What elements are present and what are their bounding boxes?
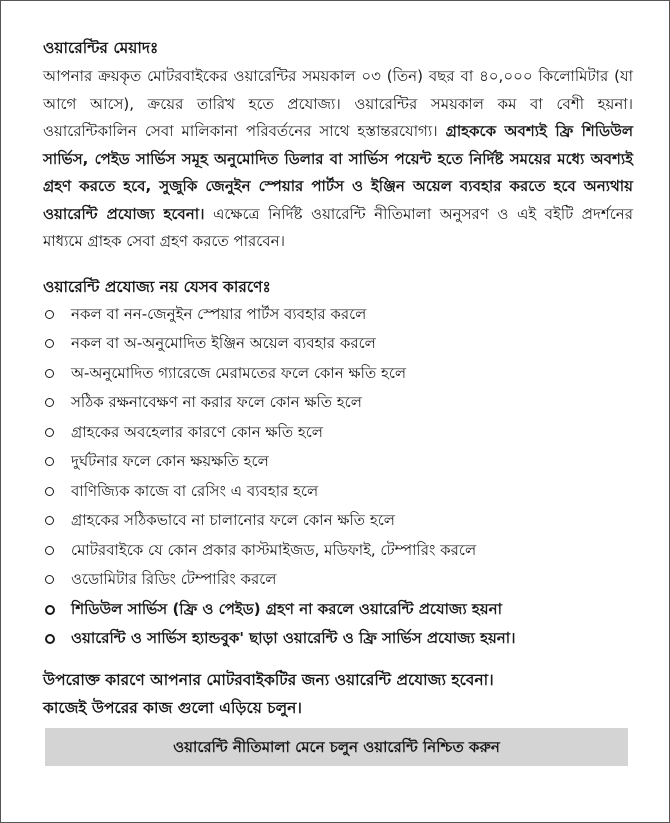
circle-bullet-icon	[45, 575, 54, 584]
circle-bullet-icon	[45, 634, 55, 644]
document-content	[43, 37, 633, 722]
list-item-text: ওডোমিটার রিডিং টেম্পারিং করলে	[71, 570, 277, 588]
circle-bullet-icon	[45, 516, 54, 525]
warranty-period-text-2: এক্ষেত্রে নির্দিষ্ট ওয়ারেন্টি নীতিমালা অনুসরণ ও এই বইটি প্রদর্শনের মাধ্যমে গ্রাহক সেবা গ্রহণ করতে পারবেন।	[43, 204, 633, 250]
list-item-text: ওয়ারেন্টি ও সার্ভিস হ্যান্ডবুক' ছাড়া ওয়ারেন্টি ও ফ্রি সার্ভিস প্রযোজ্য হয়না।	[71, 629, 516, 647]
warranty-period-text-1: আপনার ক্রয়কৃত মোটরবাইকের ওয়ারেন্টির সময়কাল ০৩ (তিন) বছর বা ৪০,০০০ কিলোমিটার (যা আগে আসে), ক্রয়ের তারিখ হতে প্রযোজ্য। ওয়ারেন্টির সময়কাল কম বা বেশী হয়না। ওয়ারেন্টিকালিন সেবা মালিকানা পরিবর্তনের সাথে হস্তান্তরযোগ্য।	[43, 67, 633, 140]
footer-banner: ওয়ারেন্টি নীতিমালা মেনে চলুন ওয়ারেন্টি নিশ্চিত করুন	[45, 728, 628, 766]
circle-bullet-icon	[45, 605, 55, 615]
list-item	[43, 418, 633, 448]
list-item	[43, 477, 633, 507]
list-item	[43, 565, 633, 595]
list-item	[43, 506, 633, 536]
circle-bullet-icon	[45, 339, 54, 348]
circle-bullet-icon	[45, 398, 54, 407]
exclusions-list	[43, 300, 633, 654]
warranty-period-heading: ওয়ারেন্টির মেয়াদঃ	[43, 39, 159, 57]
list-item-text: নকল বা নন-জেনুইন স্পেয়ার পার্টস ব্যবহার করলে	[71, 304, 367, 323]
circle-bullet-icon	[45, 369, 54, 378]
list-item	[43, 329, 633, 359]
circle-bullet-icon	[45, 546, 54, 555]
warranty-period-paragraph	[43, 63, 633, 256]
exclusions-heading: ওয়ারেন্টি প্রযোজ্য নয় যেসব কারণেঃ	[43, 277, 271, 296]
list-item	[43, 447, 633, 477]
list-item-text: শিডিউল সার্ভিস (ফ্রি ও পেইড) গ্রহণ না করলে ওয়ারেন্টি প্রযোজ্য হয়না	[71, 599, 502, 618]
summary-line-1: উপরোক্ত কারণে আপনার মোটরবাইকটির জন্য ওয়ারেন্টি প্রযোজ্য হবেনা।	[43, 670, 494, 689]
summary-line-2: কাজেই উপরের কাজ গুলো এড়িয়ে চলুন।	[43, 698, 302, 717]
circle-bullet-icon	[45, 457, 54, 466]
circle-bullet-icon	[45, 310, 54, 319]
list-item-text: অ-অনুমোদিত গ্যারেজে মেরামতের ফলে কোন ক্ষতি হলে	[71, 363, 407, 382]
warranty-period-text-bold: গ্রাহককে অবশ্যই ফ্রি শিডিউল সার্ভিস, পেইড সার্ভিস সমূহ অনুমোদিত ডিলার বা সার্ভিস পয়েন্ট হতে নির্দিষ্ট সময়ের মধ্যে অবশ্যই গ্রহণ করতে হবে, সুজুকি জেনুইন স্পেয়ার পার্টস ও ইঞ্জিন অয়েল ব্যবহার করতে হবে অন্যথায় ওয়ারেন্টি প্রযোজ্য হবেনা।	[43, 122, 633, 223]
list-item-text: মোটরবাইকে যে কোন প্রকার কাস্টমাইজড, মডিফাই, টেম্পারিং করলে	[71, 540, 477, 559]
summary-block	[43, 666, 633, 722]
list-item	[43, 595, 633, 625]
list-item-text: দুর্ঘটনার ফলে কোন ক্ষয়ক্ষতি হলে	[71, 452, 269, 470]
circle-bullet-icon	[45, 487, 54, 496]
list-item-text: সঠিক রক্ষনাবেক্ষণ না করার ফলে কোন ক্ষতি হলে	[71, 393, 362, 411]
list-item-text: গ্রাহকের অবহেলার কারণে কোন ক্ষতি হলে	[71, 422, 323, 441]
list-item	[43, 359, 633, 389]
list-item-text: নকল বা অ-অনুমোদিত ইঞ্জিন অয়েল ব্যবহার করলে	[71, 334, 376, 352]
list-item	[43, 388, 633, 418]
list-item	[43, 300, 633, 330]
list-item-text: গ্রাহকের সঠিকভাবে না চালানোর ফলে কোন ক্ষতি হলে	[71, 511, 395, 529]
list-item	[43, 536, 633, 566]
list-item	[43, 624, 633, 654]
list-item-text: বাণিজ্যিক কাজে বা রেসিং এ ব্যবহার হলে	[71, 481, 319, 500]
circle-bullet-icon	[45, 428, 54, 437]
